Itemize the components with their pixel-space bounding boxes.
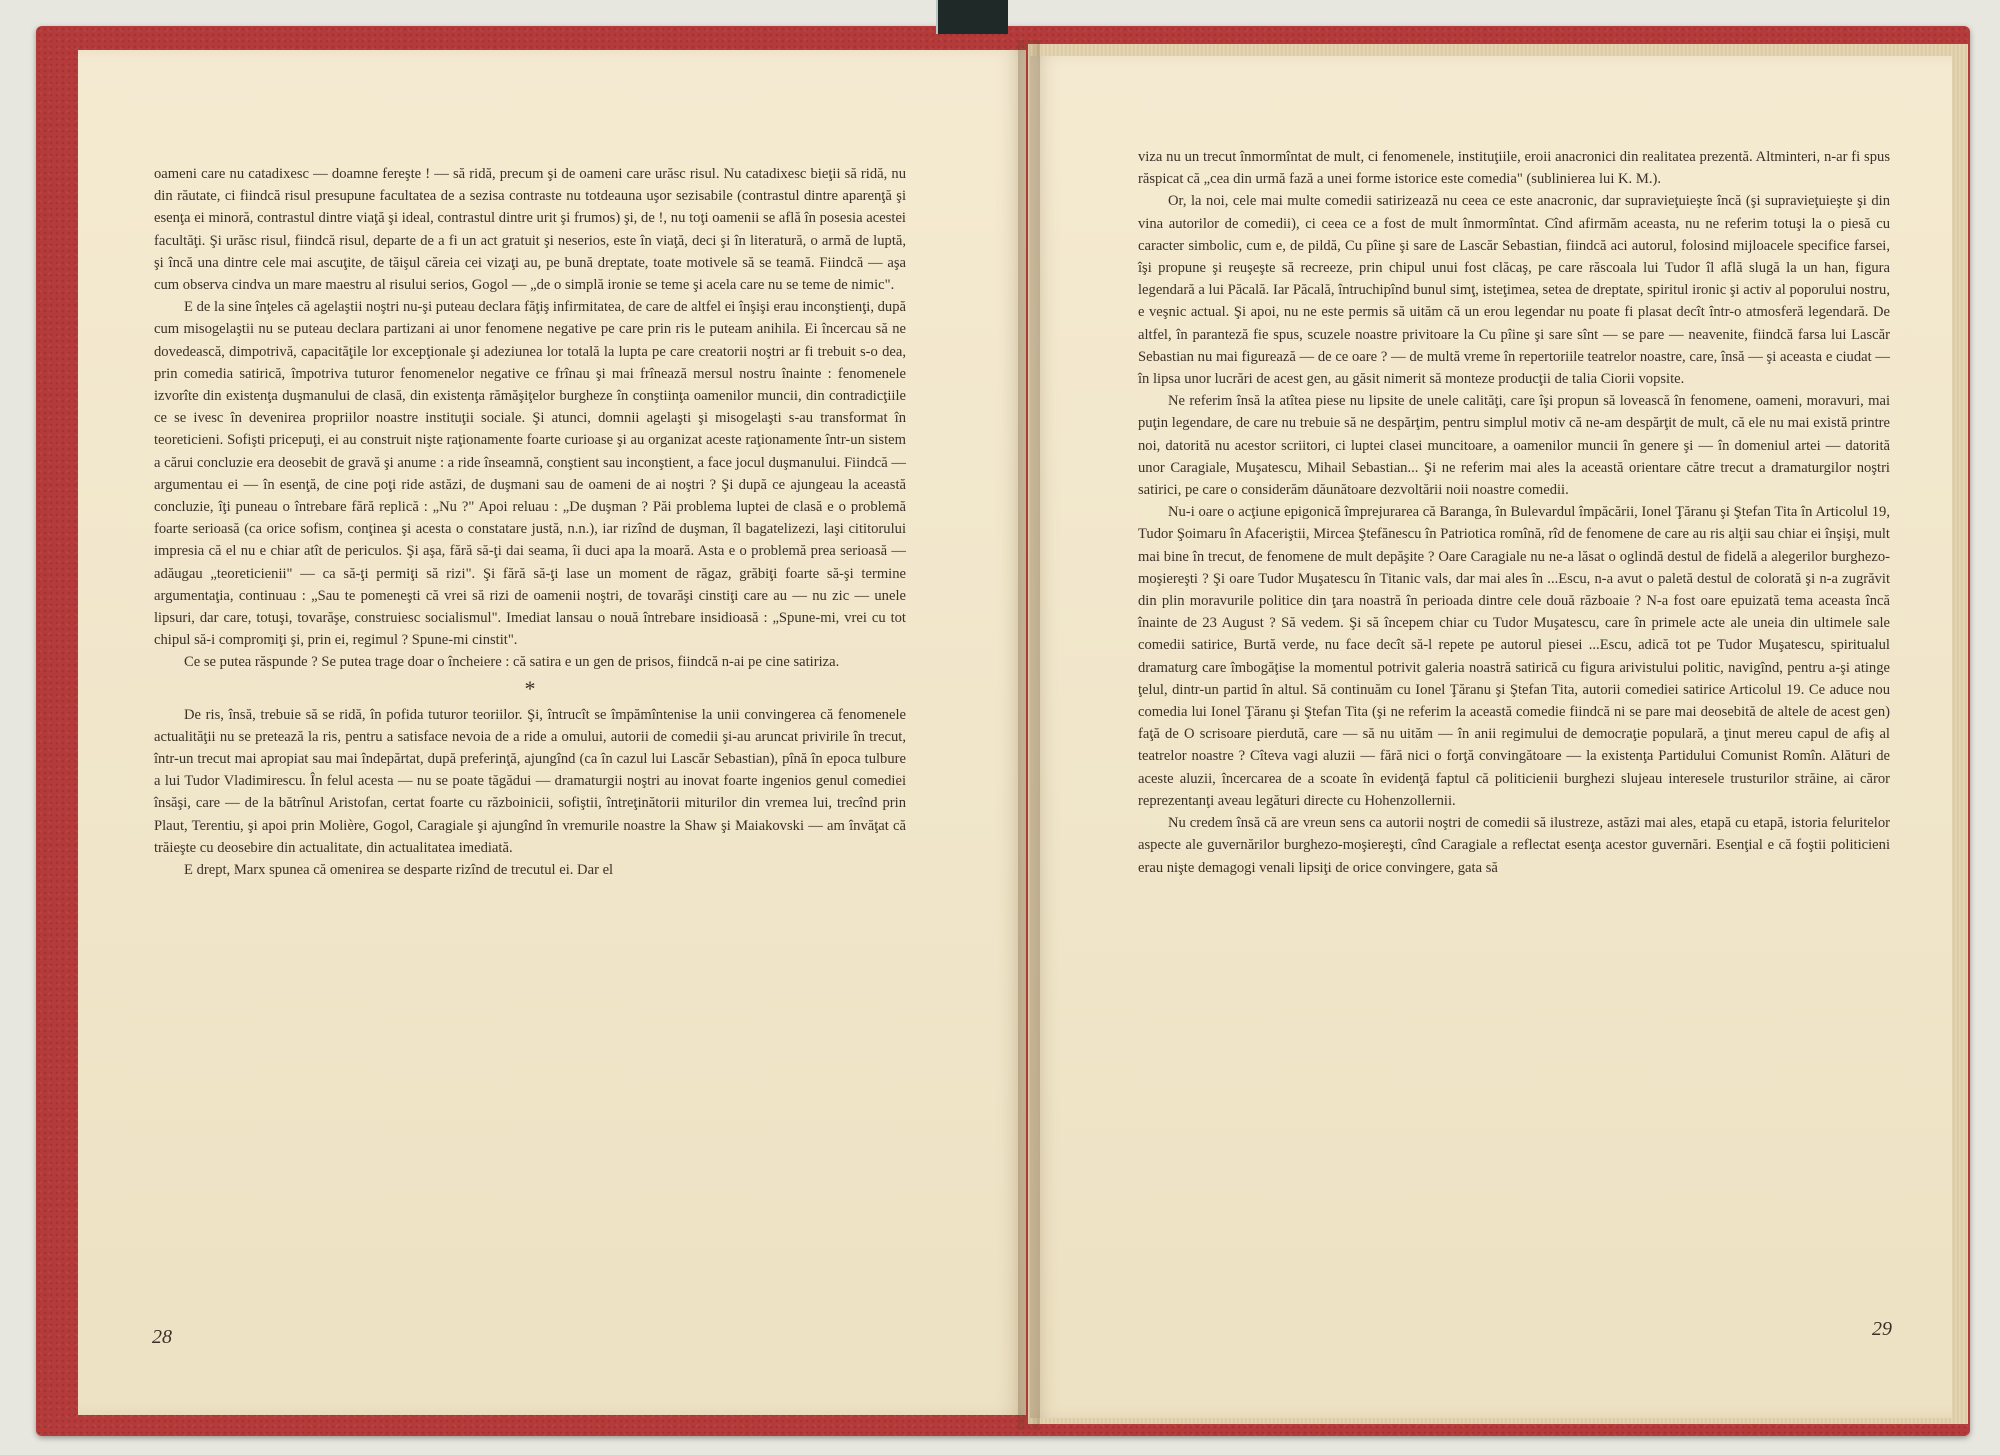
right-paragraph-5: Nu credem însă că are vreun sens ca autorii noştri de comedii să ilustreze, astăzi mai ales, etapă cu etapă, istoria feluritelor aspecte ale guvernărilor burghezo-moşiereşti, cînd Caragiale a reflectat esenţa acestor guvernări. Esenţial e că foştii politicieni erau nişte demagogi venali lipsiţi de orice convingere, gata să — [1138, 815, 1890, 876]
right-page-text — [1138, 146, 1890, 879]
page-number-left: 28 — [152, 1326, 172, 1348]
right-paragraph-2: Or, la noi, cele mai multe comedii satirizează nu ceea ce este anacronic, dar supravieţuieşte încă (şi supravieţuieşte şi din vina autorilor de comedii), ci ceea ce a fost de mult înmormîntat. Cînd afirmăm aceasta, nu ne referim totuşi la o piesă cu caracter simbolic, cum e, de pildă, Cu pîine şi sare de Lascăr Sebastian, fiindcă aci autorul, folosind mijloacele specifice farsei, îşi propune şi reuşeşte să recreeze, prin chipul unui fost clăcaş, pe care răscoala lui Tudor îl află slugă la un han, figura legendară a lui Păcală. Iar Păcală, întruchipînd bunul simţ, isteţimea, setea de dreptate, spiritul ironic şi activ al poporului nostru, e veşnic actual. Şi apoi, nu ne este permis să uităm că un erou legendar nu poate fi plasat decît într-o atmosferă legendară. De altfel, în paranteză fie spus, scuzele noastre privitoare la Cu pîine şi sare sînt — se pare — neavenite, fiindcă farsa lui Lascăr Sebastian nu mai figurează — de ce oare ? — de multă vreme în repertoriile teatrelor noastre, care, însă — şi aceasta e ciudat — în lipsa unor lucrări de acest gen, au găsit nimerit să monteze producţii de talia Ciorii vopsite. — [1138, 193, 1890, 388]
right-paragraph-1: viza nu un trecut înmormîntat de mult, ci fenomenele, instituţiile, eroii anacronici din realitatea prezentă. Altminteri, n-ar fi spus răspicat că „cea din urmă fază a unei forme istorice este comedia" (sublinierea lui K. M.). — [1138, 149, 1890, 188]
page-number-right: 29 — [1872, 1318, 1892, 1340]
section-separator: * — [524, 675, 536, 701]
left-paragraph-2: E de la sine înţeles că agelaştii noştri nu-şi puteau declara făţiş infirmitatea, de care de altfel ei înşişi erau inconştienţi, după cum misogelaştii nu se puteau declara partizani ai unor fenomene negative pe care prin ris le puteam anihila. Ei încercau să ne dovedească, dimpotrivă, capacităţile lor excepţionale şi adeziunea lor totală la lupta pe care creatorii noştri ar fi trebuit s-o dea, prin comedia satirică, împotriva tuturor fenomenelor negative ce frînau şi mai frînează mersul nostru înainte : fenomenele izvorîte din existenţa duşmanului de clasă, din existenţa rămăşiţelor burgheze în conştiinţa oamenilor muncii, din contradicţiile ce se ivesc în devenirea propriilor noastre instituţii sociale. Şi atunci, domnii agelaşti şi misogelaşti s-au transformat în teoreticieni. Sofişti pricepuţi, ei au construit nişte raţionamente foarte curioase şi au organizat aceste raţionamente într-un sistem a cărui concluzie era deosebit de gravă şi anume : a ride înseamnă, conştient sau inconştient, a face jocul duşmanului. Fiindcă — argumentau ei — în esenţă, de cine poţi ride astăzi, de duşmani sau de oameni de ai noştri ? Şi după ce ajungeau la această concluzie, îţi puneau o întrebare fără replică : „Nu ?" Apoi reluau : „De duşman ? Păi problema luptei de clasă e o problemă foarte serioasă (ca orice sofism, conţinea şi acesta o constatare justă, n.n.), iar rizînd de duşman, îl bagatelizezi, laşi cititorului impresia că el nu e chiar atît de periculos. Şi aşa, fără să-ţi dai seama, îi duci apa la moară. Asta e o problemă prea serioasă — adăugau „teoreticienii" — ca să-ţi permiţi să rizi". Şi fără să-ţi lase un moment de răgaz, grăbiţi foarte să-şi termine argumentaţia, continuau : „Sau te pomeneşti că vrei să rizi de oamenii noştri, de tovarăşi cinstiţi care au — nu zic — unele lipsuri, dar care, totuşi, tovarăşe, construiesc socialismul". Imediat lansau o nouă întrebare insidioasă : „Spune-mi, vrei cu tot chipul să-i compromiţi şi, prin ei, regimul ? Spune-mi cinstit". — [154, 299, 906, 649]
left-paragraph-3: Ce se putea răspunde ? Se putea trage doar o încheiere : că satira e un gen de prisos, fiindcă n-ai pe cine satiriza. — [184, 654, 840, 671]
bookmark-tab — [936, 0, 1008, 34]
left-page-text — [154, 163, 906, 881]
left-paragraph-4: De ris, însă, trebuie să se ridă, în pofida tuturor teoriilor. Şi, întrucît se împămîntenise la unii convingerea că fenomenele actualităţii nu se pretează la ris, pentru a satisface nevoia de a ride a omului, autorii de comedii şi-au aruncat privirile în trecut, într-un trecut mai apropiat sau mai îndepărtat, după preferinţă, ajungînd (ca în cazul lui Lascăr Sebastian), pînă în epoca tulbure a lui Tudor Vladimirescu. În felul acesta — nu se poate tăgădui — dramaturgii noştri au inovat foarte ingenios genul comediei însăşi, care — de la bătrînul Aristofan, certat foarte cu războinicii, sofiştii, întreţinătorii miturilor din vremea lui, trecînd prin Plaut, Terentiu, şi apoi prin Molière, Gogol, Caragiale şi ajungînd în vremurile noastre la Shaw şi Maiakovski — am învăţat că trăieşte cu deosebire din actualitate, din actualitatea imediată. — [154, 706, 906, 856]
book-gutter — [1018, 40, 1040, 1430]
right-paragraph-4: Nu-i oare o acţiune epigonică împrejurarea că Baranga, în Bulevardul împăcării, Ionel Ţăranu şi Ştefan Tita în Articolul 19, Tudor Şoimaru în Afaceriştii, Mircea Ştefănescu în Patriotica romînă, rîd de fenomene de care au ris alţii sau chiar ei înşişi, mult mai bine în trecut, de fenomene de mult depăşite ? Oare Caragiale nu ne-a lăsat o oglindă destul de fidelă a alegerilor burghezo-moşiereşti ? Şi oare Tudor Muşatescu în Titanic vals, dar mai ales în ...Escu, n-a avut o paletă destul de colorată şi n-a zugrăvit din plin moravurile politice din ţara noastră în perioada dintre cele două războaie ? N-a fost oare epuizată tema aceasta încă înainte de 23 August ? Să vedem. Şi să începem chiar cu Tudor Muşatescu, care în primele acte ale uneia din ultimele sale comedii satirice, Burtă verde, nu face decît să-l repete pe autorul piesei ...Escu, adică tot pe Tudor Muşatescu, spiritualul dramaturg care îmbogăţise la momentul potrivit galeria noastră satirică cu figura arivistului politic, navigînd, pentru a-şi atinge ţelul, dintr-un partid în altul. Să continuăm cu Ionel Ţăranu şi Ştefan Tita, autorii comediei satirice Articolul 19. Ce aduce nou comedia lui Ionel Ţăranu şi Ştefan Tita (şi ne referim la această comedie fiindcă ni se pare mai deosebită de altele de acest gen) faţă de O scrisoare pierdută, care — să nu uităm — în anii regimului de democraţie populară, a ţinut mereu capul de afiş al teatrelor noastre ? Cîteva vagi aluzii — fără nici o forţă convingătoare — la existenţa Partidului Comunist Romîn. Alături de aceste aluzii, încercarea de a scoate în evidenţă faptul că politicienii burghezi slujeau interesele trusturilor străine, ai căror reprezentanţi aveau legături directe cu Hohenzollernii. — [1138, 504, 1890, 809]
left-paragraph-5: E drept, Marx spunea că omenirea se desparte rizînd de trecutul ei. Dar el — [184, 862, 614, 879]
right-paragraph-3: Ne referim însă la atîtea piese nu lipsite de unele calităţi, care îşi propun să lovească în fenomene, oameni, moravuri, mai puţin legendare, de care nu trebuie să ne despărţim, pentru simplul motiv că ne-am despărţit de mult, că ele nu mai există printre noi, datorită nu acestor scriitori, ci luptei clasei muncitoare, a oamenilor muncii în genere şi — în domeniul artei — datorită unor Caragiale, Muşatescu, Mihail Sebastian... Şi ne referim mai ales la această orientare către trecut a dramaturgilor noştri satirici, pe care o considerăm dăunătoare dezvoltării noii noastre comedii. — [1138, 393, 1890, 499]
left-paragraph-1: oameni care nu catadixesc — doamne fereşte ! — să ridă, precum şi de oameni care urăsc risul. Nu catadixesc bieţii să ridă, nu din răutate, ci fiindcă risul presupune facultatea de a sezisa contraste nu totdeauna uşor sezisabile (contrastul dintre aparenţă şi esenţa ei minoră, contrastul dintre viaţă şi ideal, contrastul dintre urit şi frumos) şi, de !, nu toţi oamenii se află în posesia acestei facultăţi. Şi urăsc risul, fiindcă risul, departe de a fi un act gratuit şi neserios, este în viaţă, deci şi în literatură, o armă de luptă, şi încă una dintre cele mai ascuţite, de tăişul căreia cei vizaţi au, pe bună dreptate, toate motivele să se teamă. Fiindcă — aşa cum observa cindva un mare maestru al risului serios, Gogol — „de o simplă ironie se teme şi acela care nu se teme de nimic". — [154, 166, 906, 294]
